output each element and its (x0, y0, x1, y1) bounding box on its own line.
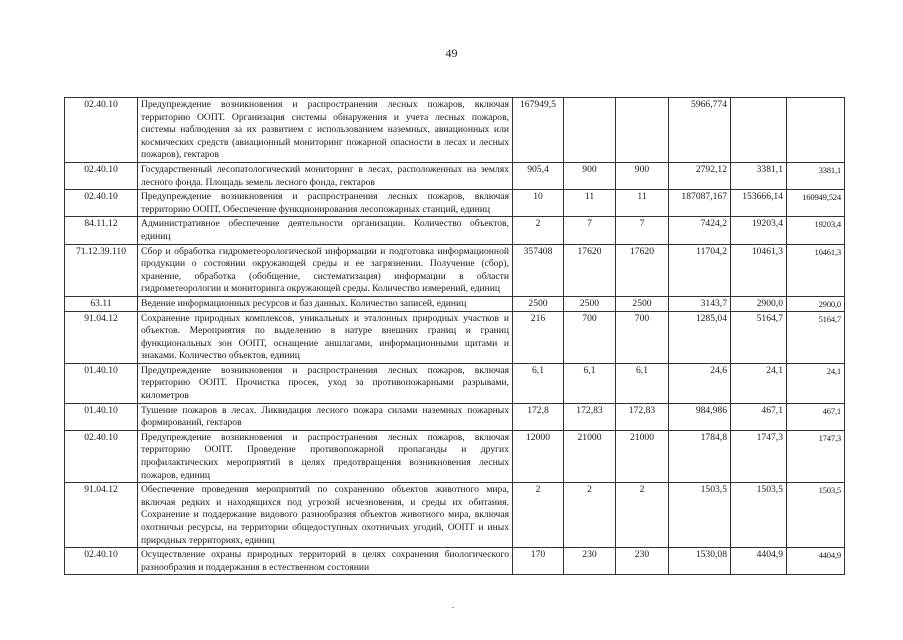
table-row (65, 217, 845, 244)
activity-code: 02.40.10 (65, 98, 138, 163)
value-col-5 (731, 98, 787, 163)
value-col-6: 1747,3 (787, 430, 845, 482)
value-col-3: 21000 (616, 430, 669, 482)
activity-description: Предупреждение возникновения и распространения лесных пожаров, включая территорию ООПТ. Обеспечение функционирования лесопожарных станций, единиц (138, 190, 513, 217)
value-col-3: 700 (616, 311, 669, 363)
value-col-5: 4404,9 (731, 548, 787, 575)
value-col-4: 984,986 (669, 403, 731, 430)
value-col-6: 19203,4 (787, 217, 845, 244)
activity-code: 84.11.12 (65, 217, 138, 244)
table-row (65, 190, 845, 217)
value-col-2: 7 (564, 217, 616, 244)
activity-description: Предупреждение возникновения и распространения лесных пожаров, включая территорию ООПТ. Организация системы обнаружения и учета лесных пожаров, системы наблюдения за их развитием с использованием наземных, авиационных или космических средств (авиационный мониторинг пожарной опасности в лесах и лесных пожаров), гектаров (138, 98, 513, 163)
value-col-2 (564, 98, 616, 163)
value-col-4: 1530,08 (669, 548, 731, 575)
value-col-5: 153666,14 (731, 190, 787, 217)
value-col-1: 167949,5 (513, 98, 564, 163)
table-row (65, 296, 845, 311)
activity-description: Ведение информационных ресурсов и баз данных. Количество записей, единиц (138, 296, 513, 311)
value-col-6: 5164,7 (787, 311, 845, 363)
value-col-6: 3381,1 (787, 162, 845, 189)
activity-code: 71.12.39.110 (65, 244, 138, 296)
value-col-1: 357408 (513, 244, 564, 296)
table-row (65, 162, 845, 189)
value-col-4: 2792,12 (669, 162, 731, 189)
table-row (65, 548, 845, 575)
activity-description: Административное обеспечение деятельности организации. Количество объектов, единиц (138, 217, 513, 244)
value-col-1: 2 (513, 217, 564, 244)
value-col-4: 3143,7 (669, 296, 731, 311)
value-col-1: 2 (513, 483, 564, 548)
value-col-5: 2900,0 (731, 296, 787, 311)
value-col-4: 7424,2 (669, 217, 731, 244)
value-col-6: 10461,3 (787, 244, 845, 296)
value-col-1: 905,4 (513, 162, 564, 189)
value-col-5: 467,1 (731, 403, 787, 430)
value-col-3: 900 (616, 162, 669, 189)
value-col-4: 24,6 (669, 363, 731, 403)
page-number: 49 (445, 46, 458, 60)
activity-description: Осуществление охраны природных территорий в целях сохранения биологического разнообразия и поддержания в естественном состоянии (138, 548, 513, 575)
activity-code: 02.40.10 (65, 430, 138, 482)
value-col-6: 4404,9 (787, 548, 845, 575)
value-col-3: 17620 (616, 244, 669, 296)
value-col-3: 2 (616, 483, 669, 548)
value-col-4: 187087,167 (669, 190, 731, 217)
value-col-2: 230 (564, 548, 616, 575)
value-col-2: 17620 (564, 244, 616, 296)
value-col-3: 230 (616, 548, 669, 575)
activity-code: 02.40.10 (65, 190, 138, 217)
activity-description: Тушение пожаров в лесах. Ликвидация лесного пожара силами наземных пожарных формирований, гектаров (138, 403, 513, 430)
value-col-2: 900 (564, 162, 616, 189)
value-col-5: 1747,3 (731, 430, 787, 482)
budget-table (64, 97, 845, 575)
table-row (65, 483, 845, 548)
value-col-5: 1503,5 (731, 483, 787, 548)
value-col-6: 467,1 (787, 403, 845, 430)
value-col-1: 172,8 (513, 403, 564, 430)
value-col-1: 12000 (513, 430, 564, 482)
table-row (65, 430, 845, 482)
value-col-1: 6,1 (513, 363, 564, 403)
value-col-6 (787, 98, 845, 163)
value-col-6: 24,1 (787, 363, 845, 403)
value-col-5: 3381,1 (731, 162, 787, 189)
activity-code: 91.04.12 (65, 483, 138, 548)
value-col-4: 11704,2 (669, 244, 731, 296)
value-col-1: 170 (513, 548, 564, 575)
value-col-5: 24,1 (731, 363, 787, 403)
value-col-2: 21000 (564, 430, 616, 482)
value-col-2: 2500 (564, 296, 616, 311)
value-col-2: 2 (564, 483, 616, 548)
table-row (65, 363, 845, 403)
activity-description: Сбор и обработка гидрометеорологической информации и подготовка информационной продукции о состоянии окружающей среды и ее загрязнении. Получение (сбор), хранение, обработка (обобщение, систематизация) информации в области гидрометеорологии и мониторинга окружающей среды. Количество измерений, единиц (138, 244, 513, 296)
value-col-3: 2500 (616, 296, 669, 311)
activity-description: Обеспечение проведения мероприятий по сохранению объектов животного мира, включая редких и находящихся под угрозой исчезновения, и среды их обитания. Сохранение и поддержание видового разнообразия объектов животного мира, включая охотничьи ресурсы, на территории общедоступных охотничьих угодий, ООПТ и иных природных территориях, единиц (138, 483, 513, 548)
activity-description: Предупреждение возникновения и распространения лесных пожаров, включая территорию ООПТ. Проведение противопожарной пропаганды и других профилактических мероприятий в целях предотвращения возникновения лесных пожаров, единиц (138, 430, 513, 482)
value-col-4: 1784,8 (669, 430, 731, 482)
table-row (65, 98, 845, 163)
activity-code: 63.11 (65, 296, 138, 311)
value-col-3: 172,83 (616, 403, 669, 430)
activity-description: Предупреждение возникновения и распространения лесных пожаров, включая территорию ООПТ. Прочистка просек, уход за противопожарными разрывами, километров (138, 363, 513, 403)
activity-description: Государственный лесопатологический мониторинг в лесах, расположенных на землях лесного фонда. Площадь земель лесного фонда, гектаров (138, 162, 513, 189)
value-col-1: 216 (513, 311, 564, 363)
activity-code: 91.04.12 (65, 311, 138, 363)
value-col-6: 2900,0 (787, 296, 845, 311)
table-row (65, 403, 845, 430)
value-col-2: 700 (564, 311, 616, 363)
value-col-3 (616, 98, 669, 163)
value-col-3: 6,1 (616, 363, 669, 403)
activity-code: 02.40.10 (65, 162, 138, 189)
value-col-5: 19203,4 (731, 217, 787, 244)
value-col-6: 1503,5 (787, 483, 845, 548)
value-col-5: 5164,7 (731, 311, 787, 363)
value-col-3: 11 (616, 190, 669, 217)
value-col-2: 11 (564, 190, 616, 217)
value-col-4: 5966,774 (669, 98, 731, 163)
value-col-3: 7 (616, 217, 669, 244)
table-row (65, 244, 845, 296)
activity-code: 01.40.10 (65, 363, 138, 403)
value-col-6: 160949,524 (787, 190, 845, 217)
activity-code: 01.40.10 (65, 403, 138, 430)
value-col-4: 1503,5 (669, 483, 731, 548)
scan-mark (452, 607, 454, 608)
value-col-5: 10461,3 (731, 244, 787, 296)
activity-code: 02.40.10 (65, 548, 138, 575)
value-col-4: 1285,04 (669, 311, 731, 363)
value-col-2: 6,1 (564, 363, 616, 403)
table-row (65, 311, 845, 363)
value-col-1: 2500 (513, 296, 564, 311)
value-col-2: 172,83 (564, 403, 616, 430)
activity-description: Сохранение природных комплексов, уникальных и эталонных природных участков и объектов. Мероприятия по выделению в натуре внешних границ и границ функциональных зон ООПТ, оснащение аншлагами, информационными щитами и знаками. Количество объектов, единиц (138, 311, 513, 363)
value-col-1: 10 (513, 190, 564, 217)
